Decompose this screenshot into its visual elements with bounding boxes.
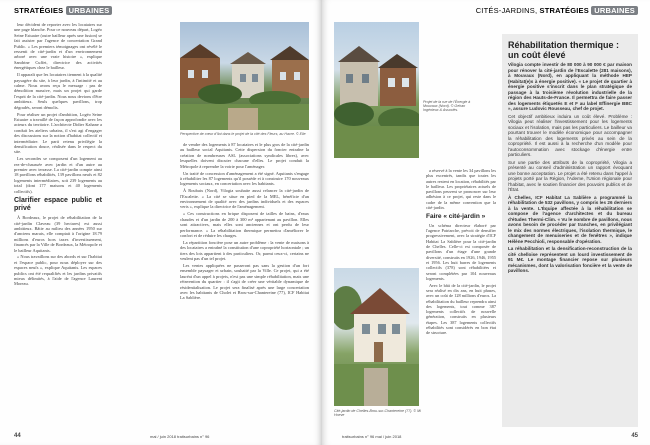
photo2-caption: Cité-jardin de Chelles-Brou-sur-Chantereine (77). © Mi Hoeve (334, 409, 421, 418)
paragraph: À Chelles, ICF Habitat La Sablière a programmé la réhabilitation de 532 pavillons, y compris les 26 derniers à la vente. L'Équipe affectée à la réhabilitation se compose de l'agence d'architectes et du bureau d'études Thermi-Clim. « Vu le nombre de pavillons, nous avons besoin de procéder par tranches, en privilégiant le mix des normes électriques, l'isolation thermique, le changement de menuiseries et de fenêtres », indique Hélène Pecchioli, responsable d'opération. (508, 194, 632, 244)
photo-rue-energie (334, 22, 419, 158)
paragraph: Cet objectif ambitieux induira un coût élevé. Problème : Vilogia peut réaliser l'investissement pour les logements sociaux et l'isolation, mais pas les particuliers. Le bailleur va pourtant trouver le modèle économique pour accompagner la réhabilitation des logements privés au sein de la copropriété. Il est aussi à la recherche d'un modèle pour l'autoconsommation avec stockage d'énergie entre particuliers. (508, 113, 632, 157)
section-header-pill: URBAINES (591, 6, 638, 15)
right-column-1 (426, 168, 496, 424)
section-header-prefix: CITÉS-JARDINS, (475, 6, 538, 15)
paragraph: Vilogia compte investir de 80 000 à 90 000 € par maison pour rénover la cité-jardin de l'Escalette (281 maisons), à Mouvaux (Nord), en appliquant la méthode HEP (Habitat(e)s à énergie positive). « Le projet de quartier à énergie positive s'inscrit dans le plan stratégique de passage à la troisième révolution industrielle de la région des Hauts-de-France. Il permettra de faire passer des logements étiquetés E et F au label Effinergie BBC », assure Ludovic Rousseau, chef de projet. (508, 62, 632, 111)
photo1-caption: Projet de la rue de l'Énergie à Mouvaux (Nord). © Gehan Ingénieux & Associés. (423, 100, 471, 113)
left-page (0, 0, 322, 445)
folio-text: traitsurbains n° 96 mai / juin 2018 (342, 434, 402, 439)
section-header-text: STRATÉGIES (14, 6, 64, 15)
paragraph: Avec le bâti de la cité-jardin, le projet sera réalisé en dix ans, en huit phases, avec un coût de 128 millions d'euros. La réhabilitation du bailleur reprendra ainsi des logements, tout comme 387 logements collectifs de nouvelle génération, construits en plusieurs étapes. Les 387 logements collectifs réhabilités sont considérés en bon état de structure. (426, 282, 496, 336)
section-header (476, 6, 638, 15)
paragraph: La réhabilitation et la densification-reconstruction de la cité chelloise représentent un lourd investissement de 91 M€. Le montage financier repose sur plusieurs mécanismes, dont la valorisation foncière et la vente de pavillons. (508, 246, 632, 273)
paragraph: Sur une partie des attributs de la copropriété, Vilogia a présenté au conseil d'administration un rapport évoquant une bonne acceptation. Le projet a été retenu dans l'appel à projets porté par la Région, l'Ademe, l'Union régionale pour l'habitat, avec le soutien financier des pouvoirs publics et de l'État. (508, 159, 632, 192)
paragraph: « Nous travaillons sur des abords et sur l'habitat et l'espace public, pour nous déployer sur des espaces neufs », explique Aquitanis. Les espaces publics ont été requalifiés et les jardins privatifs mieux délimités, à l'aide de l'agence Laurent Moreau. (14, 254, 102, 287)
page-number: 45 (631, 433, 638, 439)
left-column-1 (14, 22, 102, 430)
folio-text: mai / juin 2018 traitsurbains n° 96 (150, 434, 210, 439)
photo-caption: Perspective de cœur d'îlot dans le projet de la cité des Fleurs, au Havre. © Elle (180, 132, 306, 136)
photo-illustration (180, 22, 309, 130)
page-folio (631, 433, 638, 439)
photo1-illustration (334, 22, 419, 158)
paragraph: Un schéma directeur élaboré par l'agence Patriarche, prévoit de densifier progressivement, avec la stratégie d'ICF Habitat La Sablière pour la cité-jardin de Chelles. Celle-ci est composée de pavillons d'un étage d'une grande diversité, construits en 1926, 1946, 1955 et 1956. Les huit barres de logements collectifs (378) sont réhabilitées et seront complétées par 104 nouveaux logements. (426, 222, 496, 281)
sidebar-box-body (502, 62, 638, 274)
paragraph: Il apparaît que les locataires tiennent à la qualité paysagère du site, à leur jardin, à l'intimité et au calme. Nous avons reçu le message : pas de démolition massive, mais un projet qui garde l'esprit de la cité-jardin. Nous nous devions d'être ambitieux. Seuls quelques pavillons, trop dégradés, seront démolis. (14, 72, 102, 110)
section-header-pill: URBAINES (66, 6, 113, 15)
sidebar-box-title: Réhabilitation thermique : un coût élevé (508, 40, 620, 60)
subheading: Clarifier espace public et privé (14, 197, 102, 213)
left-column-2 (180, 142, 309, 430)
paragraph: La répartition foncière pose un autre problème : la vente de maisons à des locataires a entraîné la constitution d'une copropriété horizontale ; un tiers des lots appartient à des particuliers. Or, parmi ceux-ci, certains ne veulent pas d'un tel projet. (180, 239, 309, 262)
perspective-photo (180, 22, 309, 130)
paragraph: leur décident de reporter avec les locataires sur une page blanche. Pour ce nouveau départ, Logéo Seine Estuaire (outre bailleur après une fusion) se fait assister par l'agence de concertation Grand Public. « Les premiers témoignages ont révélé le ressenti de cité-jardin et d'un environnement arboré avec une vraie histoire », explique Sandrine Cuffet, directrice des activités énergétiques chez le bailleur. (14, 22, 102, 71)
photo2-illustration (334, 268, 419, 406)
paragraph: À Bordeaux, le projet de réhabilitation de la cité-jardin Claveau (39 hectares) est aussi ambitieux. Bâtie au milieu des années 1950 sur d'anciens marais, elle comptait à l'origine 18.79 millions d'euros hors taxes d'investissement, financés par la Ville de Bordeaux, la Métropole et le bailleur Aquitanis. (14, 215, 102, 253)
paragraph: Les ventes appliquées ne passeront pas sans la gestion d'un fort ensemble paysager et urbain, souhaité par la Ville. Ce projet, qui a été lauréat d'un appel à projets, n'est pas une simple réhabilitation, mais une réinvention du quartier : il s'agit de créer une véritable dynamique de résidentialisation. Le projet sera finalisé après une large concertation avec les habitants de Cholet et Brou-sur-Chantereine (77), ICF Habitat La Sablière. (180, 263, 309, 301)
paragraph: de vendre des logements à 87 locataires et le plus gros de la cité-jardin au bailleur social Aquitanis. Cette dispersion du foncier entraîne la création de nombreuses ASL (associations syndicales libres), avec lesquelles doivent discuter chacune d'elles. Le projet conduit la Métropole à reprendre la voirie pour l'aménager. (180, 142, 309, 169)
subheading: Faire « cité-jardin » (426, 213, 486, 221)
paragraph: À Roubaix (Nord), Vilogia souhaite aussi relancer la cité-jardin de l'Escalette. « La cité se situe en pied de la MEL, bénéficie d'un environnement de qualité avec des jardins individuels et des espaces verts », explique la directrice de l'aménagement. (180, 188, 309, 210)
page-number: 44 (14, 433, 21, 439)
photo-chelles (334, 268, 419, 406)
sidebar-box (502, 34, 638, 427)
paragraph: a réservé à la vente les 34 pavillons les plus excentrés, tandis que toutes les autres restent en location, réhabilités par le bailleur. Les propriétaires actuels de pavillons peuvent se prononcer sur leur adhésion à ce projet, qui reste dans le cadre de la même convention que la cité-jardin. (426, 168, 496, 211)
paragraph: Pour réaliser un projet d'ambition, Logéo Seine Estuaire a travaillé de façon approfondie avec les acteurs du territoire. L'architecte Didier Kahane a conduit les ateliers urbains, il s'est agi d'engager des discussions sur la notion d'habitat collectif et intermédiaire. Le parti retenu privilégie la densification douce, réalisée dans le respect du site. (14, 111, 102, 155)
section-header-text: STRATÉGIES (539, 6, 589, 15)
section-header (14, 6, 112, 15)
paragraph: Les secondes se composent d'un logement au rez-de-chaussée avec jardin et d'un autre au premier avec terrasse. La cité-jardin compte ainsi 18 pavillons réhabilités, 139 pavillons neufs et 82 logements intermédiaires, soit 239 logements au total (dont 177 maisons et 40 logements collectifs). (14, 156, 102, 194)
paragraph: Un traité de concession d'aménagement a été signé. Aquitanis s'engage à réhabiliter les 87 logements qu'il possède et à construire 170 nouveaux logements sociaux, en concertation avec les habitants. (180, 170, 309, 187)
paragraph: « Ces constructions en brique disposent de tailles de bains, d'eaux chaudes et d'un jardin de 200 à 300 m² appartenant au pavillon. Elles sont attractives, mais elles sont anciennes et ont perdu de leur performance. » La réhabilitation thermique permettra d'améliorer le confort et de réduire les charges. (180, 211, 309, 238)
page-folio (14, 433, 21, 439)
